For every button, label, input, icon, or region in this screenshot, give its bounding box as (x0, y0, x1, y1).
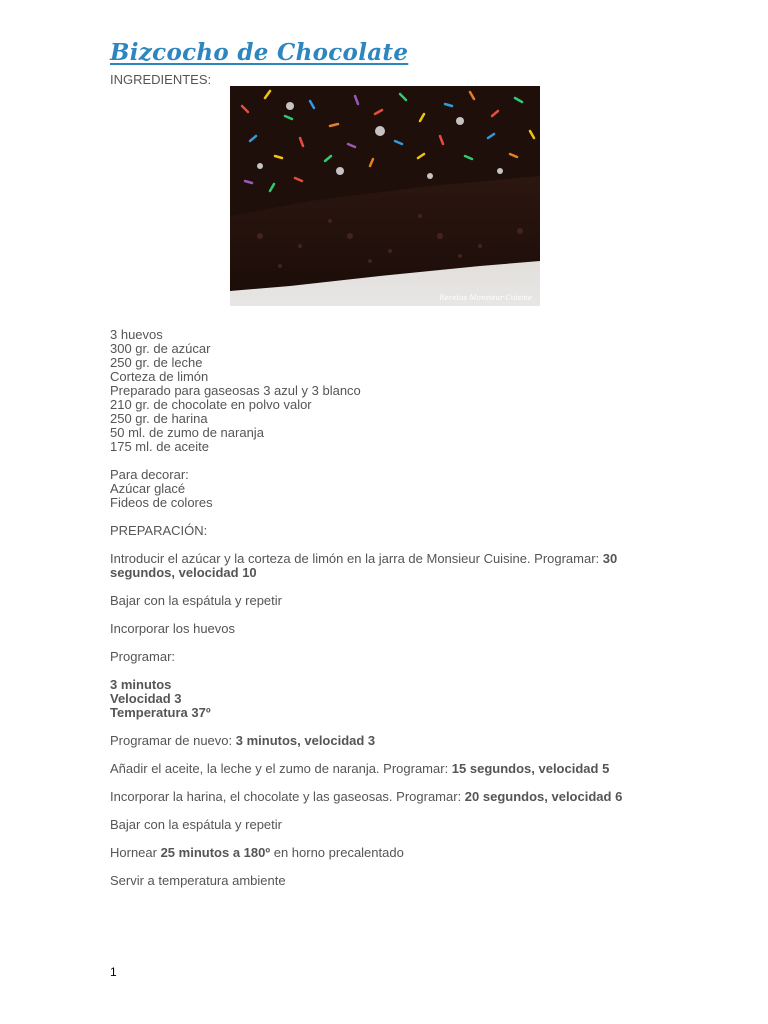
step-10-text: Hornear (110, 845, 161, 860)
preparation-heading: PREPARACIÓN: (110, 523, 208, 538)
ingredient-item: 210 gr. de chocolate en polvo valor (110, 397, 312, 412)
recipe-body (110, 328, 670, 888)
step-6-bold: 3 minutos, velocidad 3 (235, 733, 376, 748)
step-6-text: Programar de nuevo: (110, 733, 236, 748)
step-4: Programar: (110, 649, 176, 664)
ingredients-heading: INGREDIENTES: (110, 72, 212, 87)
step-10 (110, 846, 670, 860)
step-1-continuation: segundos, velocidad 10 (110, 565, 257, 580)
document-page (110, 38, 670, 87)
step-10-bold: 25 minutos a 180º (160, 845, 271, 860)
ingredient-item: 50 ml. de zumo de naranja (110, 425, 264, 440)
step-7-bold: 15 segundos, velocidad 5 (451, 761, 610, 776)
step-5-speed: Velocidad 3 (110, 691, 182, 706)
step-3: Incorporar los huevos (110, 621, 236, 636)
step-1-bold: 30 (602, 551, 618, 566)
step-2: Bajar con la espátula y repetir (110, 593, 282, 608)
step-5-temp: Temperatura 37º (110, 705, 211, 720)
ingredient-item: 175 ml. de aceite (110, 439, 210, 454)
step-8-bold: 20 segundos, velocidad 6 (464, 789, 623, 804)
step-5-time: 3 minutos (110, 677, 172, 692)
page-number: 1 (110, 965, 117, 979)
ingredient-item: 250 gr. de harina (110, 411, 208, 426)
ingredient-item: 300 gr. de azúcar (110, 341, 211, 356)
step-8 (110, 790, 670, 804)
ingredient-item: 3 huevos (110, 327, 163, 342)
cake-image (230, 86, 540, 306)
step-1-text: Introducir el azúcar y la corteza de limón en la jarra de Monsieur Cuisine. Programar: (110, 551, 603, 566)
decoration-item: Fideos de colores (110, 495, 213, 510)
decoration-heading: Para decorar: (110, 467, 189, 482)
photo-watermark: Recetas Monsieur Cuisine (439, 294, 532, 302)
recipe-title: Bizcocho de Chocolate (110, 39, 409, 66)
step-8-text: Incorporar la harina, el chocolate y las gaseosas. Programar: (110, 789, 465, 804)
step-10-tail: en horno precalentado (270, 845, 404, 860)
ingredient-item: 250 gr. de leche (110, 355, 203, 370)
ingredient-item: Preparado para gaseosas 3 azul y 3 blanco (110, 383, 361, 398)
step-6 (110, 734, 670, 748)
step-11: Servir a temperatura ambiente (110, 873, 286, 888)
step-9: Bajar con la espátula y repetir (110, 817, 282, 832)
step-7 (110, 762, 670, 776)
step-1 (110, 552, 670, 566)
step-7-text: Añadir el aceite, la leche y el zumo de naranja. Programar: (110, 761, 452, 776)
ingredients-list (110, 328, 670, 454)
decoration-item: Azúcar glacé (110, 481, 186, 496)
cake-photo (230, 86, 540, 306)
ingredient-item: Corteza de limón (110, 369, 209, 384)
